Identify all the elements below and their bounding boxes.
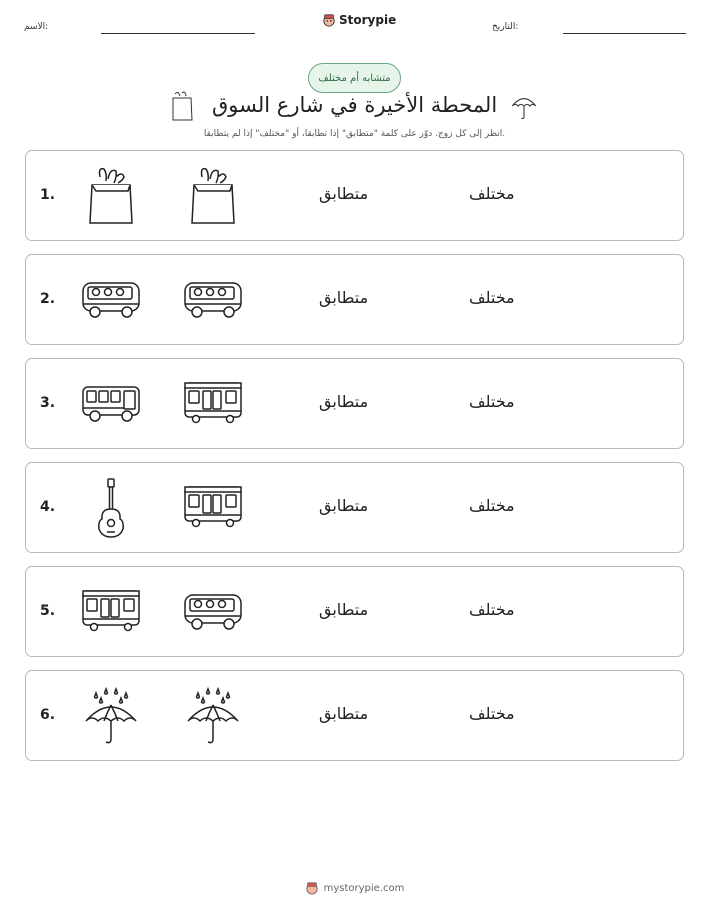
date-line[interactable] [563, 33, 686, 34]
brand-name: Storypie [339, 13, 397, 27]
footer [0, 881, 709, 895]
question-row [25, 462, 684, 553]
umbrella-rain-icon [508, 90, 540, 122]
question-row [25, 358, 684, 449]
worksheet-type-badge: متشابه أم مختلف [308, 63, 401, 93]
option-different[interactable]: مختلف [469, 288, 515, 307]
option-same[interactable]: متطابق [319, 288, 369, 307]
question-row [25, 670, 684, 761]
animal-bus-icon [80, 269, 142, 331]
umbrella-rain-icon [80, 685, 142, 747]
guitar-icon [80, 477, 142, 539]
question-number: 6. [40, 707, 56, 723]
animal-bus-icon [182, 581, 244, 643]
option-same[interactable]: متطابق [319, 496, 369, 515]
page-title: المحطة الأخيرة في شارع السوق [212, 93, 498, 117]
grocery-bag-icon [80, 165, 142, 227]
option-same[interactable]: متطابق [319, 600, 369, 619]
option-different[interactable]: مختلف [469, 392, 515, 411]
question-number: 2. [40, 291, 56, 307]
grocery-bag-icon [171, 90, 195, 122]
animal-bus-icon [182, 269, 244, 331]
storypie-mascot-icon [322, 13, 336, 27]
option-same[interactable]: متطابق [319, 184, 369, 203]
question-number: 5. [40, 603, 56, 619]
option-same[interactable]: متطابق [319, 392, 369, 411]
option-different[interactable]: مختلف [469, 496, 515, 515]
bus-icon [80, 373, 142, 435]
question-number: 1. [40, 187, 56, 203]
option-different[interactable]: مختلف [469, 600, 515, 619]
question-number: 3. [40, 395, 56, 411]
instructions: انظر إلى كل زوج. دوّر على كلمة "متطابق" إذا تطابقا، أو "مختلف" إذا لم يتطابقا. [203, 129, 506, 139]
tram-icon [182, 477, 244, 539]
question-row [25, 254, 684, 345]
option-different[interactable]: مختلف [469, 184, 515, 203]
option-different[interactable]: مختلف [469, 704, 515, 723]
brand-logo [322, 13, 396, 27]
question-row [25, 566, 684, 657]
tram-icon [182, 373, 244, 435]
footer-url[interactable]: mystorypie.com [323, 882, 405, 894]
title-row [0, 90, 709, 124]
umbrella-rain-icon [182, 685, 244, 747]
question-row [25, 150, 684, 241]
date-label: التاريخ: [492, 22, 519, 32]
storypie-mascot-icon [305, 881, 319, 895]
tram-icon [80, 581, 142, 643]
name-label: الاسم: [24, 22, 49, 32]
question-number: 4. [40, 499, 56, 515]
grocery-bag-icon [182, 165, 244, 227]
option-same[interactable]: متطابق [319, 704, 369, 723]
name-line[interactable] [101, 33, 255, 34]
